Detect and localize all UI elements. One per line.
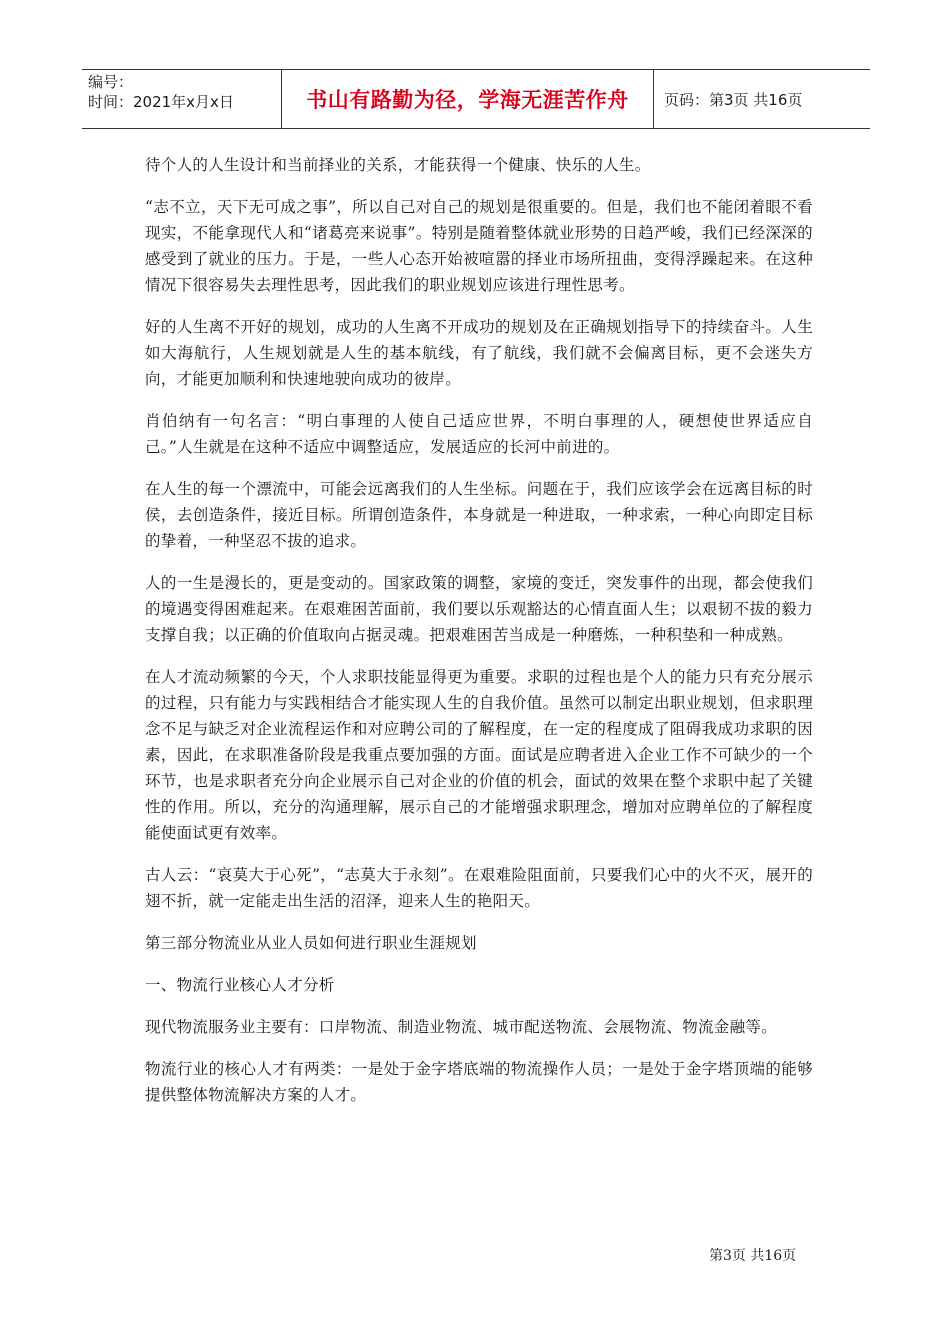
paragraph: 古人云：“哀莫大于心死”，“志莫大于永刻”。在艰难险阻面前，只要我们心中的火不灭，展开的翅不折，就一定能走出生活的沼泽，迎来人生的艳阳天。 <box>145 866 813 910</box>
page-footer: 第3页 共16页 <box>709 1248 797 1264</box>
paragraph: 人的一生是漫长的，更是变动的。国家政策的调整，家境的变迁，突发事件的出现，都会使我们的境遇变得困难起来。在艰难困苦面前，我们要以乐观豁达的心情直面人生；以艰韧不拔的毅力支撑自我；以正确的价值取向占据灵魂。把艰难困苦当成是一种磨炼，一种积垫和一种成熟。 <box>145 574 813 644</box>
paragraph: “志不立，天下无可成之事”，所以自己对自己的规划是很重要的。但是，我们也不能闭着眼不看现实，不能拿现代人和“诸葛亮来说事”。特别是随着整体就业形势的日趋严峻，我们已经深深的感受到了就业的压力。于是，一些人心态开始被喧嚣的择业市场所扭曲，变得浮躁起来。在这种情况下很容易失去理性思考，因此我们的职业规划应该进行理性思考。 <box>145 198 813 294</box>
paragraph: 物流行业的核心人才有两类：一是处于金字塔底端的物流操作人员；一是处于金字塔顶端的能够提供整体物流解决方案的人才。 <box>145 1060 813 1104</box>
paragraph: 好的人生离不开好的规划，成功的人生离不开成功的规划及在正确规划指导下的持续奋斗。人生如大海航行，人生规划就是人生的基本航线，有了航线，我们就不会偏离目标，更不会迷失方向，才能更加顺利和快速地驶向成功的彼岸。 <box>145 318 813 388</box>
page-header <box>82 69 870 129</box>
section-heading: 第三部分物流业从业人员如何进行职业生涯规划 <box>145 934 477 952</box>
paragraph: 现代物流服务业主要有：口岸物流、制造业物流、城市配送物流、会展物流、物流金融等。 <box>145 1018 778 1036</box>
paragraph: 肖伯纳有一句名言：“明白事理的人使自己适应世界，不明白事理的人，硬想使世界适应自己。”人生就是在这种不适应中调整适应，发展适应的长河中前进的。 <box>145 412 813 456</box>
paragraph: 在人才流动频繁的今天，个人求职技能显得更为重要。求职的过程也是个人的能力只有充分展示的过程，只有能力与实践相结合才能实现人生的自我价值。虽然可以制定出职业规划，但求职理念不足与缺乏对企业流程运作和对应聘公司的了解程度，在一定的程度成了阻碍我成功求职的因素，因此，在求职准备阶段是我重点要加强的方面。面试是应聘者进入企业工作不可缺少的一个环节，也是求职者充分向企业展示自己对企业的价值的机会，面试的效果在整个求职中起了关键性的作用。所以，充分的沟通理解，展示自己的才能增强求职理念，增加对应聘单位的了解程度能使面试更有效率。 <box>145 668 813 842</box>
paragraph: 待个人的人生设计和当前择业的关系，才能获得一个健康、快乐的人生。 <box>145 156 651 174</box>
header-motto: 书山有路勤为径，学海无涯苦作舟 <box>282 70 654 128</box>
paragraph: 在人生的每一个漂流中，可能会远离我们的人生坐标。问题在于，我们应该学会在远离目标的时侯，去创造条件，接近目标。所谓创造条件，本身就是一种进取，一种求索，一种心向即定目标的挚着，一种坚忍不拔的追求。 <box>145 480 813 550</box>
header-meta <box>82 70 282 128</box>
header-time-label: 时间：2021年x月x日 <box>88 93 234 111</box>
header-number-label: 编号： <box>88 73 134 91</box>
document-body <box>145 152 813 1124</box>
header-page-code: 页码：第3页 共16页 <box>664 90 803 109</box>
subsection-heading: 一、物流行业核心人才分析 <box>145 976 335 994</box>
